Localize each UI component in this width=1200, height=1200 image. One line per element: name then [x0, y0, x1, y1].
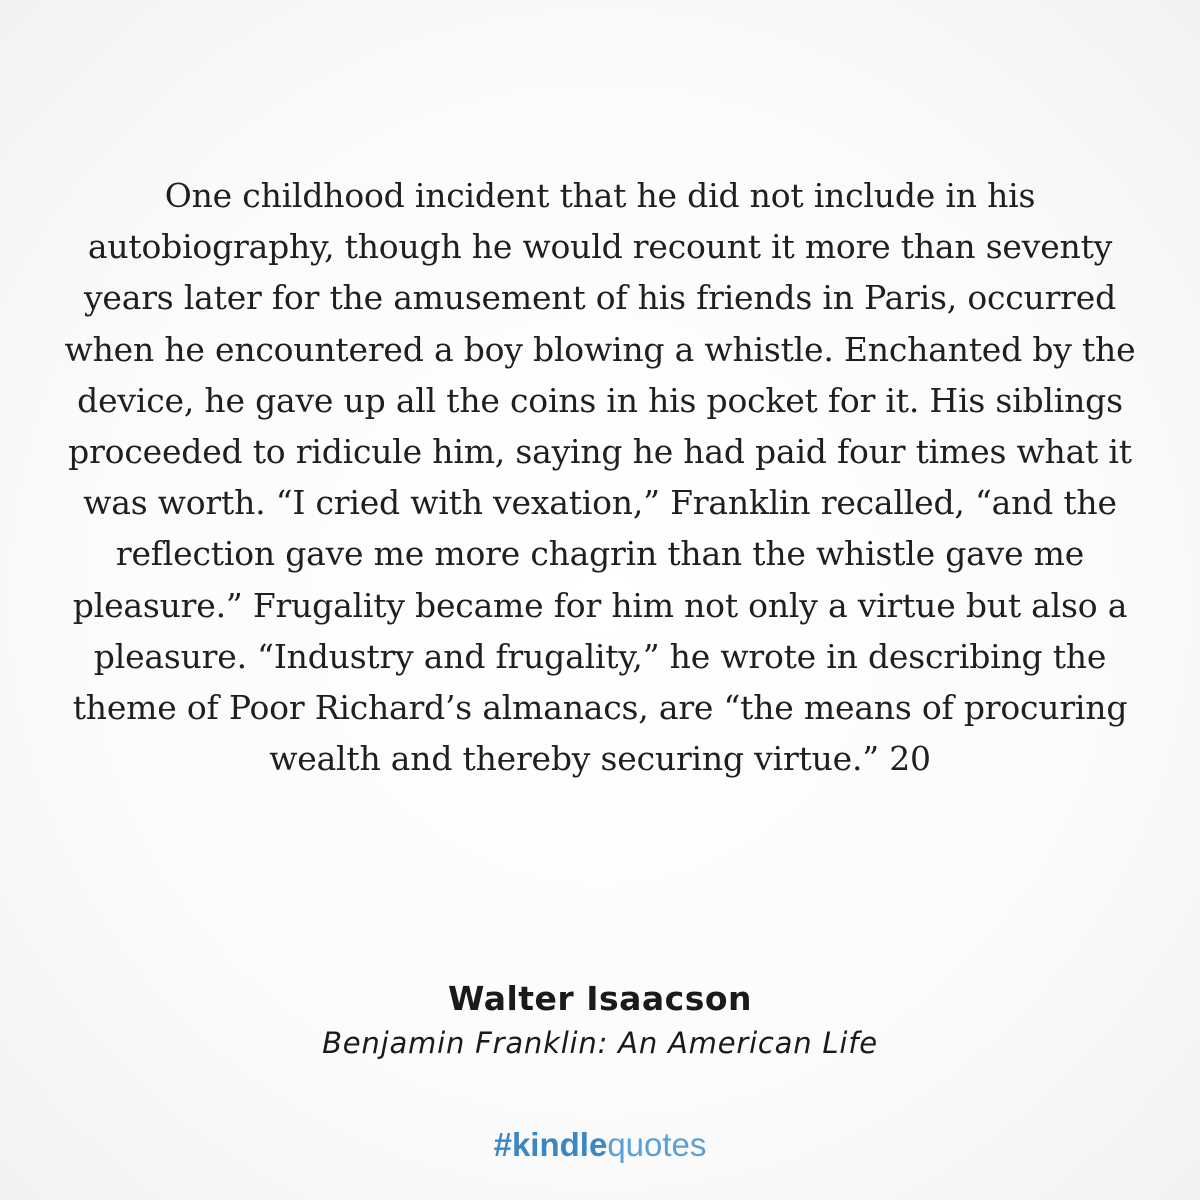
- book-title: Benjamin Franklin: An American Life: [322, 1026, 878, 1060]
- quote-text: One childhood incident that he did not include in his autobiography, though he would recount it more than seventy years later for the amusement of his friends in Paris, occurred when he encountered a boy blowing a whistle. Enchanted by the device, he gave up all the coins in his pocket for it. His siblings proceeded to ridicule him, saying he had paid four times what it was worth. “I cried with vexation,” Franklin recalled, “and the reflection gave me more chagrin than the whistle gave me pleasure.” Frugality became for him not only a virtue but also a pleasure. “Industry and frugality,” he wrote in describing the theme of Poor Richard’s almanacs, are “the means of procuring wealth and thereby securing virtue.” 20: [64, 176, 1136, 779]
- author-name: Walter Isaacson: [447, 979, 753, 1018]
- hashtag-kindle: #kindle: [493, 1126, 608, 1163]
- hashtag-quotes: quotes: [607, 1126, 707, 1163]
- kindle-quotes-hashtag: [0, 1122, 1200, 1168]
